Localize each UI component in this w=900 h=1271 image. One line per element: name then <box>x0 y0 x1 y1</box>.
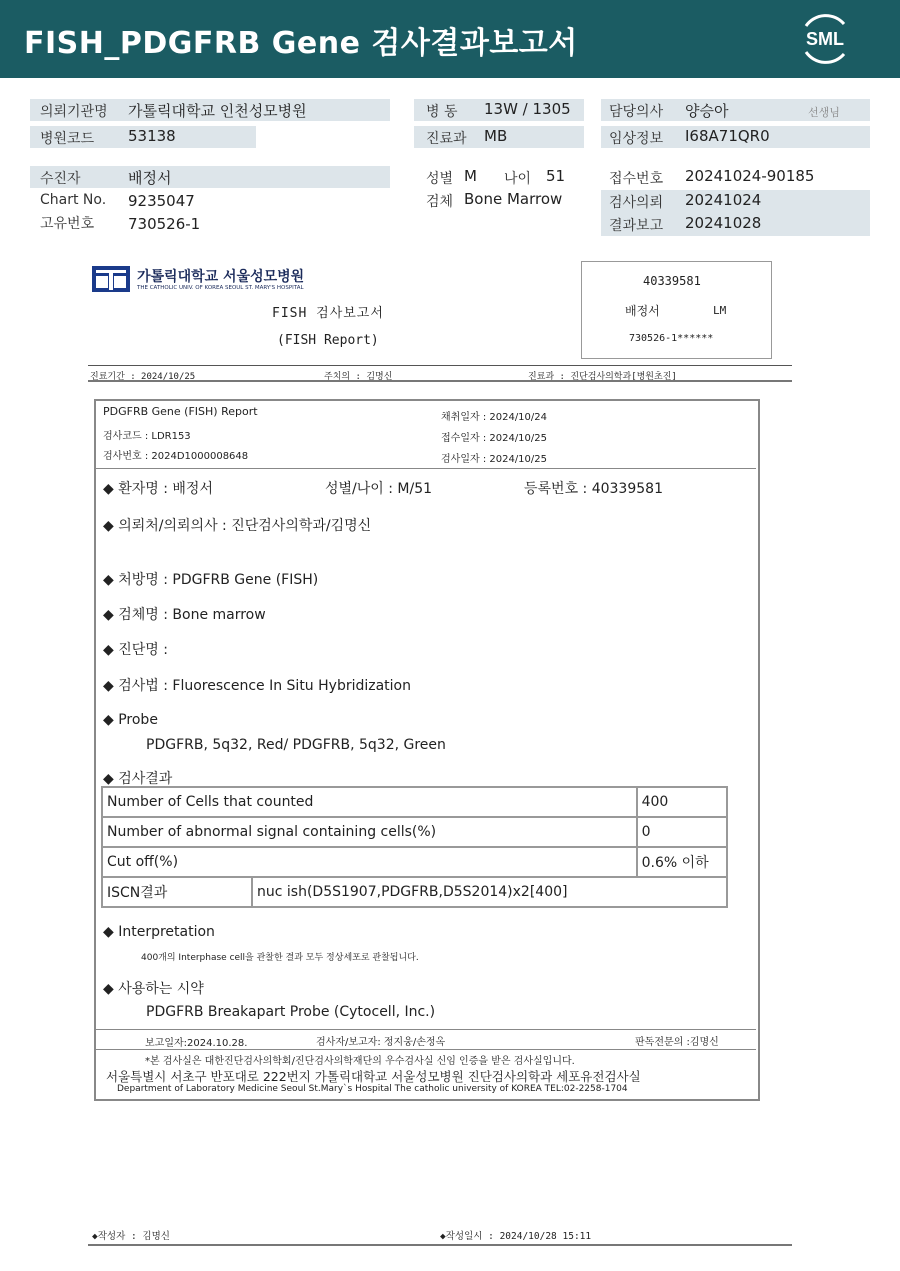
cells-counted-label: Number of Cells that counted <box>102 787 637 817</box>
divider <box>88 380 792 382</box>
report-code: 검사코드 : LDR153 <box>103 431 191 442</box>
test-date: 검사일자 : 2024/10/25 <box>441 454 548 465</box>
address-en: Department of Laboratory Medicine Seoul St.Mary`s Hospital The catholic university of KOREA TEL:02-2258-1704 <box>117 1084 628 1094</box>
sex-value: M <box>464 167 477 185</box>
id-name: 배정서 <box>625 304 660 318</box>
result-label: 결과보고 <box>609 218 664 234</box>
doctor-suffix: 선생님 <box>808 106 840 119</box>
id-rrn: 730526-1****** <box>629 333 714 344</box>
abnormal-cells-label: Number of abnormal signal containing cells(%) <box>102 817 637 847</box>
receive-date: 접수일자 : 2024/10/25 <box>441 433 548 444</box>
age-label: 나이 <box>504 171 532 187</box>
divider <box>96 1029 756 1030</box>
patient-label: 수진자 <box>40 171 81 187</box>
hosp-code-label: 병원코드 <box>40 131 95 147</box>
reg-no-line: 등록번호 : 40339581 <box>524 481 663 497</box>
method-line: ◆ 검사법 : Fluorescence In Situ Hybridization <box>103 678 411 694</box>
doctor-label: 담당의사 <box>609 104 664 120</box>
patient-line: ◆ 환자명 : 배정서 <box>103 481 213 497</box>
order-line: ◆ 처방명 : PDGFRB Gene (FISH) <box>103 572 319 588</box>
result-table <box>101 786 728 908</box>
clinical-label: 임상정보 <box>609 131 664 147</box>
chart-label: Chart No. <box>40 192 107 208</box>
dept-label: 진료과 <box>426 131 467 147</box>
table-row <box>102 787 727 817</box>
hospital-name: 가톨릭대학교 서울성모병원 <box>137 269 305 285</box>
probe-line: PDGFRB, 5q32, Red/ PDGFRB, 5q32, Green <box>146 737 446 753</box>
probe-heading: ◆ Probe <box>103 712 158 728</box>
visit-period: 진료기간 : 2024/10/25 <box>90 372 196 382</box>
recv-label: 접수번호 <box>609 171 664 187</box>
visit-dept: 진료과 : 진단검사의학과[병원초진] <box>528 372 677 382</box>
order-value: 20241024 <box>685 191 762 209</box>
certification: *본 검사실은 대한진단검사의학회/진단검사의학재단의 우수검사실 신임 인증을 받은 검사실입니다. <box>145 1056 575 1067</box>
cells-counted-value: 400 <box>637 787 727 817</box>
specimen-line: ◆ 검체명 : Bone marrow <box>103 607 266 623</box>
doc-title: FISH 검사보고서 <box>272 306 384 321</box>
sex-label: 성별 <box>426 171 454 187</box>
cutoff-value: 0.6% 이하 <box>637 847 727 877</box>
id-reg-no: 40339581 <box>643 274 701 288</box>
sml-logo <box>796 12 854 64</box>
uid-value: 730526-1 <box>128 215 201 233</box>
uid-label: 고유번호 <box>40 216 95 232</box>
patient-value: 배정서 <box>128 169 172 187</box>
divider <box>96 468 756 469</box>
age-value: 51 <box>546 167 566 185</box>
hospital-sub: THE CATHOLIC UNIV. OF KOREA SEOUL ST. MARY'S HOSPITAL <box>137 285 304 291</box>
report-date: 보고일자:2024.10.28. <box>145 1038 248 1049</box>
table-row <box>102 817 727 847</box>
reagent-line: PDGFRB Breakapart Probe (Cytocell, Inc.) <box>146 1004 436 1020</box>
hospital-emblem-icon <box>91 264 131 294</box>
interpretation-heading: ◆ Interpretation <box>103 924 215 940</box>
result-value: 20241028 <box>685 214 762 232</box>
report-no: 검사번호 : 2024D1000008648 <box>103 451 249 462</box>
ward-label: 병 동 <box>426 104 458 120</box>
ward-value: 13W / 1305 <box>484 100 571 118</box>
logo-text: SML <box>806 29 844 49</box>
referrer-line: ◆ 의뢰처/의뢰의사 : 진단검사의학과/김명신 <box>103 518 372 534</box>
doctor-value: 양승아 <box>685 102 729 120</box>
patient-box <box>30 166 390 188</box>
interpretation-text: 400개의 Interphase cell을 관찰한 결과 모두 정상세포로 관찰됩니다. <box>141 953 419 963</box>
id-ward: LM <box>713 304 727 317</box>
visit-doctor: 주치의 : 김명신 <box>324 372 393 382</box>
reagent-heading: ◆ 사용하는 시약 <box>103 981 204 997</box>
written-time: ◆작성일시 : 2024/10/28 15:11 <box>440 1231 592 1242</box>
doc-title-en: (FISH Report) <box>277 333 379 348</box>
sex-age-line: 성별/나이 : M/51 <box>325 481 433 497</box>
iscn-label: ISCN결과 <box>102 877 252 907</box>
req-org-value: 가톨릭대학교 인천성모병원 <box>128 102 307 120</box>
collect-date: 채취일자 : 2024/10/24 <box>441 412 548 423</box>
chart-value: 9235047 <box>128 192 195 210</box>
abnormal-cells-value: 0 <box>637 817 727 847</box>
divider <box>96 1049 756 1050</box>
order-label: 검사의뢰 <box>609 195 664 211</box>
address: 서울특별시 서초구 반포대로 222번지 가톨릭대학교 서울성모병원 진단검사의학과 세포유전검사실 <box>106 1069 641 1084</box>
writer: ◆작성자 : 김명신 <box>92 1231 170 1242</box>
reviewer: 판독전문의 :김명신 <box>635 1037 719 1048</box>
tester: 검사자/보고자: 정지웅/손정옥 <box>316 1037 446 1048</box>
divider <box>88 1244 792 1246</box>
specimen-value: Bone Marrow <box>464 190 563 208</box>
divider <box>88 365 792 366</box>
cutoff-label: Cut off(%) <box>102 847 637 877</box>
diagnosis-line: ◆ 진단명 : <box>103 642 168 658</box>
result-heading: ◆ 검사결과 <box>103 771 173 787</box>
page-title: FISH_PDGFRB Gene 검사결과보고서 <box>24 26 578 61</box>
recv-value: 20241024-90185 <box>685 167 815 185</box>
dept-value: MB <box>484 127 508 145</box>
table-row <box>102 847 727 877</box>
table-row <box>102 877 727 907</box>
report-name: PDGFRB Gene (FISH) Report <box>103 405 258 418</box>
hosp-code-value: 53138 <box>128 127 176 145</box>
specimen-label: 검체 <box>426 194 454 210</box>
req-org-label: 의뢰기관명 <box>40 104 108 120</box>
clinical-value: I68A71QR0 <box>685 127 770 145</box>
iscn-value: nuc ish(D5S1907,PDGFRB,D5S2014)x2[400] <box>252 877 727 907</box>
